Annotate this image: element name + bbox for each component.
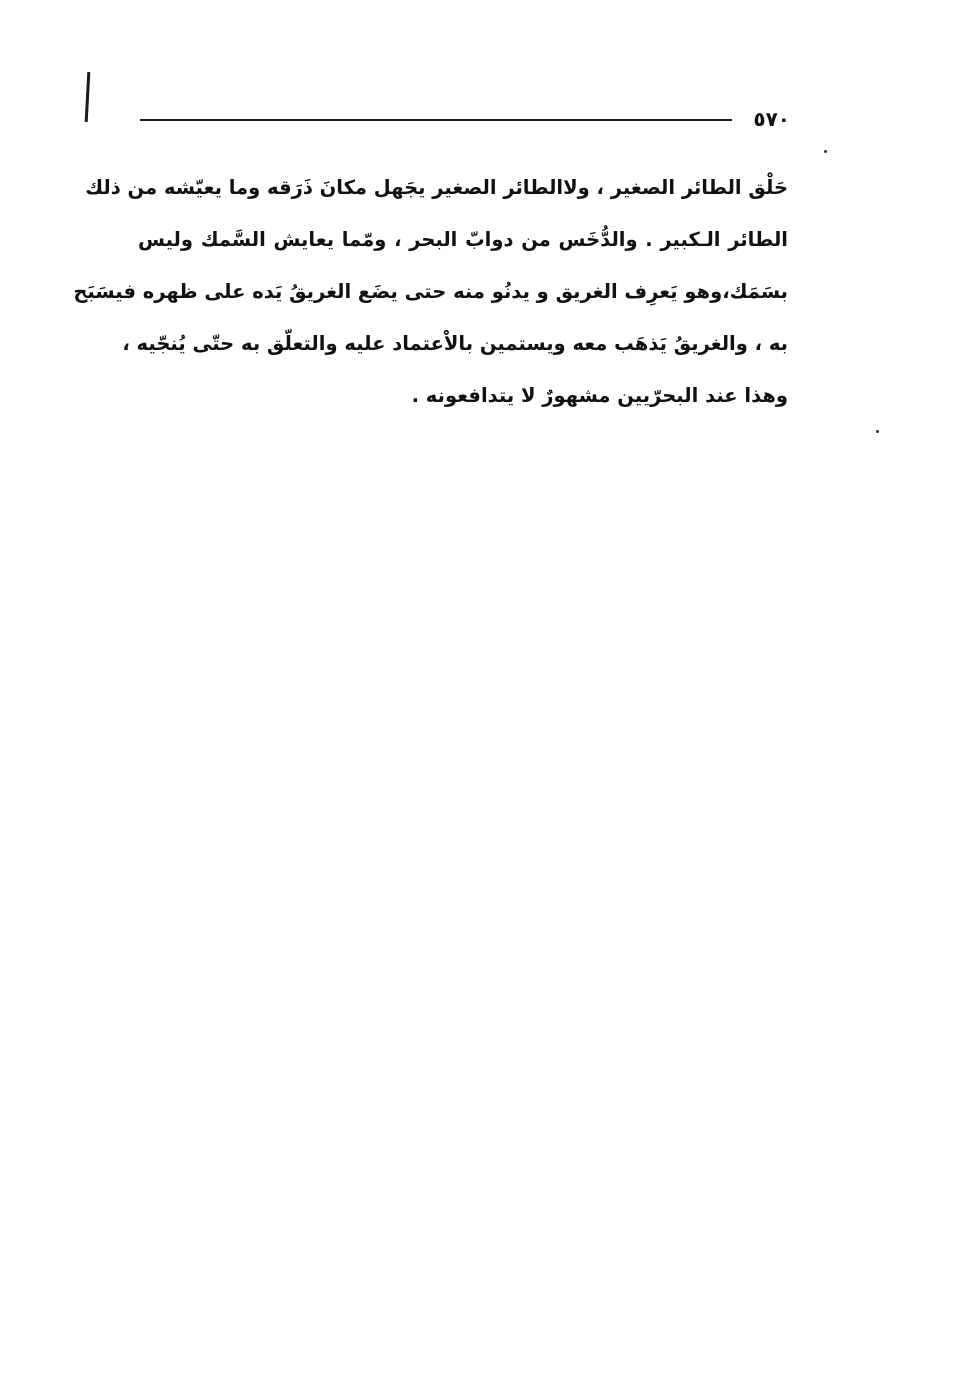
text-line: الطائر الـكبير . والدُّخَس من دوابّ البحر ، ومّما يعايش السَّمك وليس — [138, 228, 788, 251]
margin-mark — [85, 72, 91, 122]
page-number: ٥٧٠ — [753, 107, 790, 131]
page-header — [140, 104, 790, 134]
scan-speck — [876, 430, 879, 433]
text-line: بسَمَك،وهو يَعرِف الغريق و يدنُو منه حتى يضَع الغريقُ يَده على ظهره فيسَبَح — [73, 280, 788, 303]
text-line: حَلْق الطائر الصغير ، ولاالطائر الصغير يجَهل مكانَ ذَرَقه وما يعيّشه من ذلك — [85, 176, 788, 199]
body-paragraph — [73, 162, 788, 422]
text-line: به ، والغريقُ يَذهَب معه ويستمين بالاْعتماد عليه والتعلّق به حتّى يُنجّيه ، — [122, 332, 788, 355]
header-rule — [140, 119, 732, 121]
text-line: وهذا عند البحرّيين مشهورٌ لا يتدافعونه . — [411, 384, 788, 407]
scan-speck — [824, 150, 827, 153]
